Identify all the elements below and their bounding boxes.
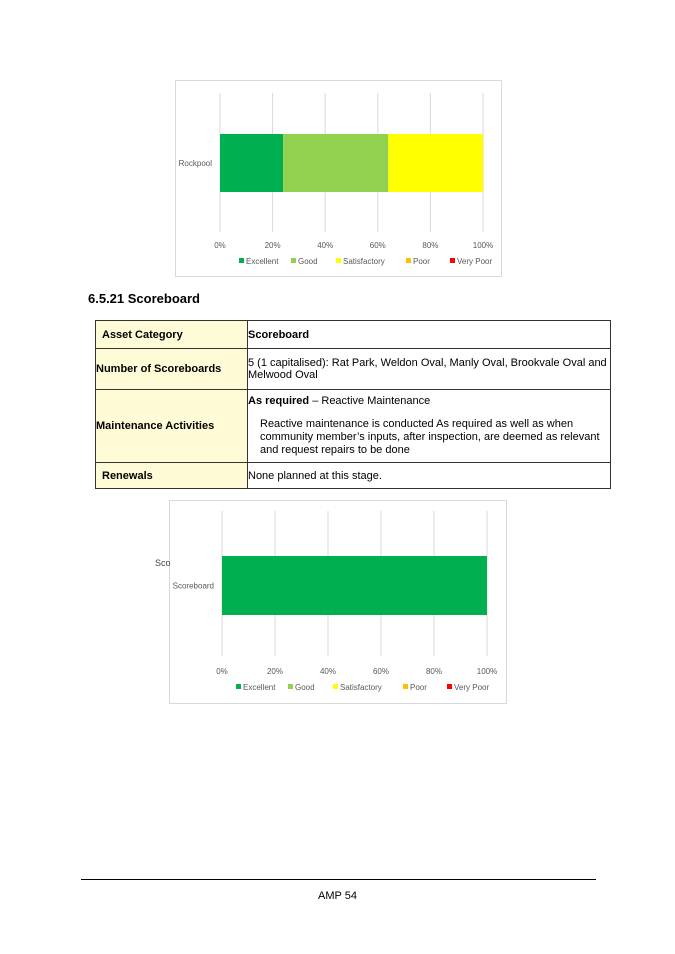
stray-text: Sco [155,558,171,568]
legend-swatch [288,684,293,689]
x-tick-label: 100% [476,667,498,676]
x-tick-label: 60% [369,241,386,250]
legend-label: Good [295,683,315,692]
asset-category-value: Scoreboard [248,321,611,349]
table-row [96,463,611,489]
legend-swatch [239,258,244,263]
maintenance-label: Maintenance Activities [96,390,248,463]
legend-label: Very Poor [454,683,490,692]
x-tick-label: 20% [264,241,281,250]
maintenance-type-suffix: – Reactive Maintenance [309,395,431,407]
x-tick-label: 80% [425,667,443,676]
x-tick-label: 40% [319,667,337,676]
x-tick-label: 60% [372,667,390,676]
chart-scoreboard [169,500,507,704]
bar-excellent [222,556,487,615]
table-row [96,321,611,349]
category-label: Scoreboard [172,581,214,591]
number-label: Number of Scoreboards [96,349,248,390]
legend-label: Poor [410,683,427,692]
legend-label: Good [298,257,318,266]
chart-rockpool-svg [176,81,501,276]
legend-swatch [236,684,241,689]
bar-good [283,134,388,192]
asset-category-label: Asset Category [96,321,248,349]
legend-label: Satisfactory [343,257,385,266]
legend-swatch [333,684,338,689]
section-heading: 6.5.21 Scoreboard [88,291,200,306]
footer-divider [81,879,596,880]
x-tick-label: 80% [422,241,439,250]
table-row [96,349,611,390]
x-tick-label: 0% [216,667,228,676]
maintenance-desc: Reactive maintenance is conducted As required as well as when community member’s inputs, after inspection, are deemed as relevant and request repairs to be done [260,418,600,456]
maintenance-type-line [248,395,610,407]
legend-swatch [450,258,455,263]
legend-swatch [291,258,296,263]
legend-swatch [447,684,452,689]
bar-excellent [220,134,283,192]
legend-swatch [406,258,411,263]
renewals-value: None planned at this stage. [248,463,611,489]
legend-label: Poor [413,257,430,266]
legend-swatch [403,684,408,689]
asset-table [95,320,611,489]
number-value: 5 (1 capitalised): Rat Park, Weldon Oval, Manly Oval, Brookvale Oval and Melwood Oval [248,349,611,390]
page-number: AMP 54 [318,890,357,902]
table-row [96,390,611,463]
legend-label: Very Poor [457,257,493,266]
category-label: Rockpool [178,159,212,168]
legend-label: Excellent [246,257,279,266]
chart-scoreboard-svg [170,501,506,703]
bar-satisfactory [388,134,483,192]
legend-label: Excellent [243,683,276,692]
x-tick-label: 0% [214,241,226,250]
chart-rockpool [175,80,502,277]
maintenance-cell [248,390,611,463]
legend-label: Satisfactory [340,683,382,692]
legend-swatch [336,258,341,263]
x-tick-label: 20% [266,667,284,676]
maintenance-type: As required [248,395,310,407]
renewals-label: Renewals [96,463,248,489]
x-tick-label: 100% [472,241,494,250]
x-tick-label: 40% [317,241,334,250]
